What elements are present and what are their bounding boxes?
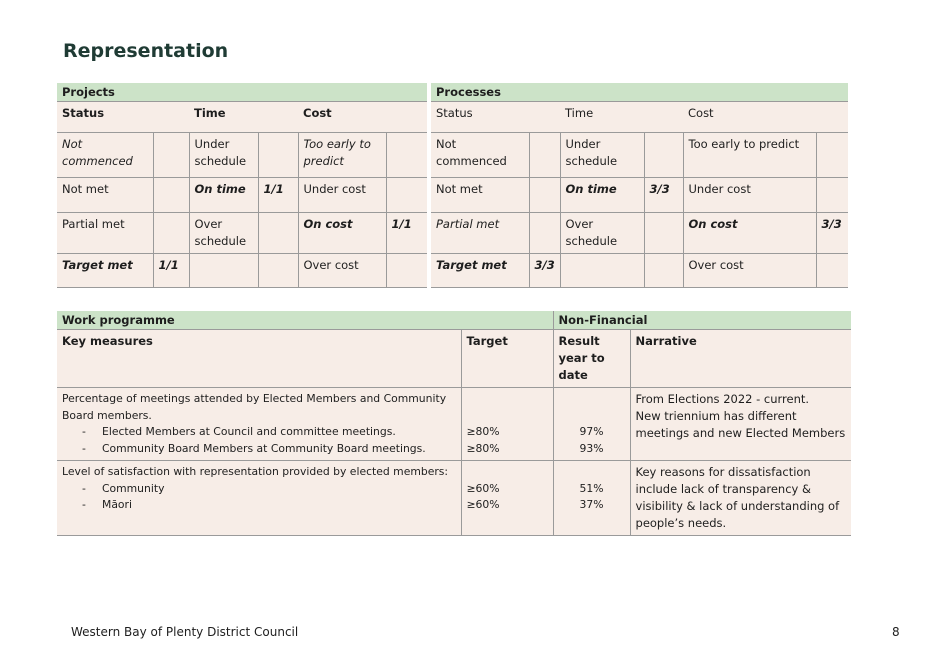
narrative-text: New triennium has different meetings and new Elected Members: [635, 409, 846, 440]
processes-body: [431, 133, 848, 288]
subitem-text: Māori: [102, 498, 132, 511]
projects-header: Projects: [57, 83, 427, 102]
processes-cell: 3/3: [529, 254, 560, 288]
subitem-text: Community: [102, 481, 165, 495]
measure-row: [57, 388, 851, 461]
measure-text: Percentage of meetings attended by Elected Members and Community Board members.: [62, 392, 447, 422]
processes-cell: [644, 254, 683, 288]
projects-row: [57, 254, 427, 288]
measure-subitem: [62, 497, 456, 514]
projects-cell: 1/1: [258, 178, 298, 213]
projects-cell: 1/1: [153, 254, 189, 288]
processes-col-cost: Cost: [683, 102, 848, 133]
measure-subitem: [62, 424, 456, 441]
processes-cell: 3/3: [644, 178, 683, 213]
footer-page-number: 8: [892, 625, 900, 639]
spacer: [467, 464, 548, 481]
projects-col-cost: Cost: [298, 102, 427, 133]
processes-cell: Partial met: [431, 213, 529, 254]
processes-cell: 3/3: [816, 213, 848, 254]
processes-cell: On cost: [683, 213, 816, 254]
projects-cell: [386, 133, 427, 178]
processes-header: Processes: [431, 83, 848, 102]
projects-cell: Partial met: [57, 213, 153, 254]
projects-col-time: Time: [189, 102, 298, 133]
result-cell: [553, 388, 630, 461]
result-cell: [553, 461, 630, 536]
processes-cell: [816, 254, 848, 288]
subitem-text: Community Board Members at Community Board meetings.: [102, 441, 426, 455]
projects-cell: [153, 133, 189, 178]
projects-cell: On time: [189, 178, 258, 213]
target-value: ≥60%: [466, 481, 500, 495]
target-value: ≥60%: [466, 498, 500, 511]
measure-text: Level of satisfaction with representation provided by elected members:: [62, 465, 449, 478]
processes-cell: [560, 254, 644, 288]
spacer: [559, 464, 625, 481]
measure-cell: [57, 461, 461, 536]
spacer: [559, 391, 625, 408]
projects-cell: Too early to predict: [298, 133, 386, 178]
processes-cell: Under cost: [683, 178, 816, 213]
projects-cell: Target met: [57, 254, 153, 288]
projects-cell: [153, 178, 189, 213]
projects-cell: Not met: [57, 178, 153, 213]
projects-cell: [386, 254, 427, 288]
processes-row: [431, 178, 848, 213]
processes-row: [431, 213, 848, 254]
processes-row: [431, 254, 848, 288]
projects-cell: [189, 254, 258, 288]
non-financial-header: Non-Financial: [553, 311, 851, 330]
subitem-text: Elected Members at Council and committee meetings.: [102, 425, 396, 438]
spacer: [467, 391, 548, 408]
processes-table: [431, 83, 848, 288]
projects-cell: [258, 254, 298, 288]
processes-cell: Too early to predict: [683, 133, 816, 178]
bullet-dash: -: [82, 441, 86, 455]
projects-row: [57, 213, 427, 254]
target-cell: [461, 388, 553, 461]
bullet-dash: -: [82, 481, 86, 495]
processes-cell: Over schedule: [560, 213, 644, 254]
result-value: 93%: [579, 441, 604, 455]
processes-cell: Over cost: [683, 254, 816, 288]
page-title: Representation: [63, 40, 229, 62]
result-value: 97%: [579, 425, 604, 438]
projects-cell: Over schedule: [189, 213, 258, 254]
processes-cell: [644, 213, 683, 254]
narrative-cell: [630, 388, 851, 461]
projects-cell: Under cost: [298, 178, 386, 213]
projects-col-status: Status: [57, 102, 189, 133]
target-cell: [461, 461, 553, 536]
projects-cell: 1/1: [386, 213, 427, 254]
work-programme-table: [57, 311, 851, 536]
col-narrative: Narrative: [630, 330, 851, 388]
projects-cell: Over cost: [298, 254, 386, 288]
narrative-text: From Elections 2022 - current.: [635, 392, 810, 406]
col-target: Target: [461, 330, 553, 388]
projects-row: [57, 178, 427, 213]
col-result: Result year to date: [553, 330, 630, 388]
measure-row: [57, 461, 851, 536]
target-value: ≥80%: [466, 425, 500, 438]
processes-col-status: Status: [431, 102, 560, 133]
measure-subitem: [62, 481, 456, 498]
processes-cell: On time: [560, 178, 644, 213]
projects-cell: [153, 213, 189, 254]
projects-table: [57, 83, 427, 288]
narrative-cell: [630, 461, 851, 536]
work-programme-header: Work programme: [57, 311, 553, 330]
result-value: 51%: [579, 481, 604, 495]
measure-cell: [57, 388, 461, 461]
spacer: [467, 408, 548, 425]
bullet-dash: -: [82, 498, 86, 511]
processes-cell: Target met: [431, 254, 529, 288]
processes-cell: Not met: [431, 178, 529, 213]
processes-cell: [529, 178, 560, 213]
projects-cell: [258, 133, 298, 178]
processes-cell: [644, 133, 683, 178]
projects-cell: Under schedule: [189, 133, 258, 178]
target-value: ≥80%: [466, 441, 500, 455]
processes-cell: Not commenced: [431, 133, 529, 178]
spacer: [559, 408, 625, 425]
processes-col-time: Time: [560, 102, 683, 133]
projects-cell: On cost: [298, 213, 386, 254]
processes-cell: Under schedule: [560, 133, 644, 178]
col-key-measures: Key measures: [57, 330, 461, 388]
projects-body: [57, 133, 427, 288]
processes-cell: [529, 133, 560, 178]
projects-row: [57, 133, 427, 178]
processes-row: [431, 133, 848, 178]
work-body: [57, 388, 851, 536]
result-value: 37%: [579, 498, 604, 511]
processes-cell: [816, 133, 848, 178]
bullet-dash: -: [82, 425, 86, 438]
footer-organisation: Western Bay of Plenty District Council: [71, 625, 299, 639]
narrative-text: Key reasons for dissatisfaction include lack of transparency & visibility & lack of understanding of people’s needs.: [635, 465, 840, 530]
processes-cell: [816, 178, 848, 213]
projects-cell: [258, 213, 298, 254]
projects-cell: Not commenced: [57, 133, 153, 178]
processes-cell: [529, 213, 560, 254]
projects-cell: [386, 178, 427, 213]
measure-subitem: [62, 441, 456, 458]
